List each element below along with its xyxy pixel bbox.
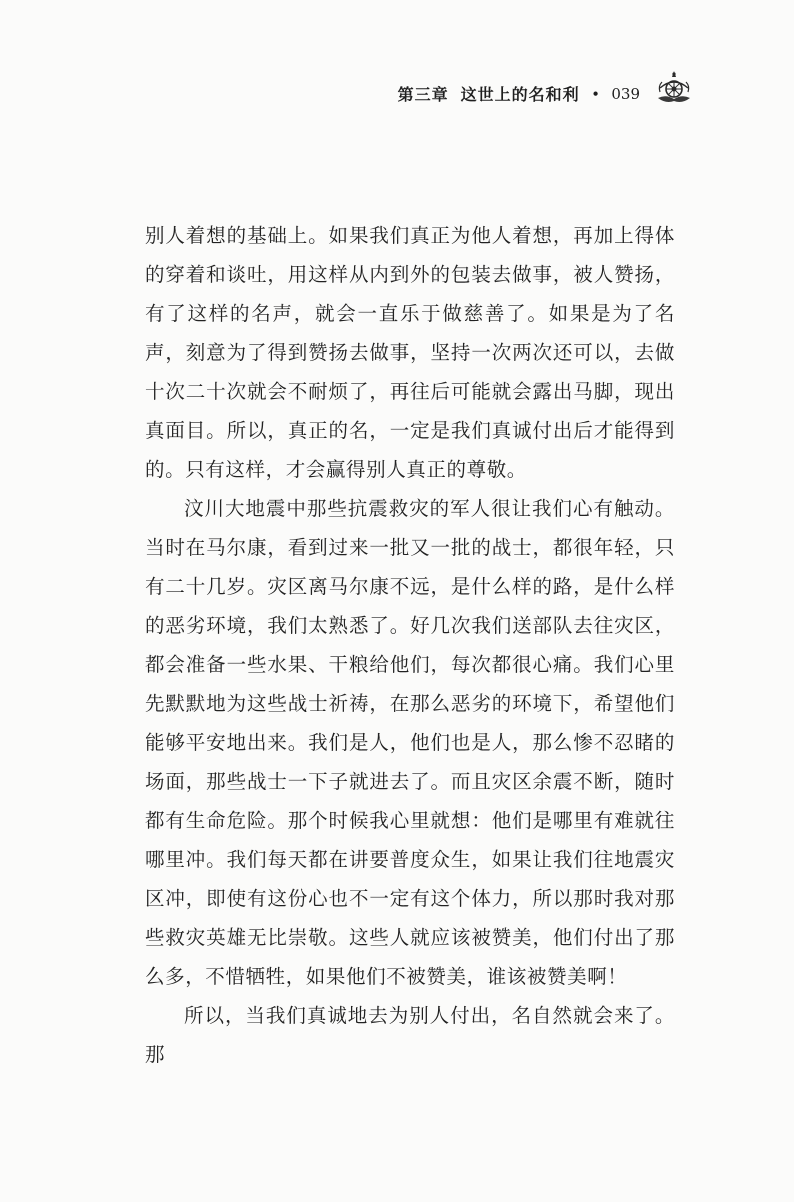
page-number: 039	[611, 84, 640, 103]
body-text	[145, 216, 675, 1074]
header-title: 这世上的名和利	[460, 85, 580, 104]
paragraph-2: 汶川大地震中那些抗震救灾的军人很让我们心有触动。当时在马尔康，看到过来一批又一批的战士，都很年轻，只有二十几岁。灾区离马尔康不远，是什么样的路，是什么样的恶劣环境，我们太熟悉了。好几次我们送部队去往灾区，都会准备一些水果、干粮给他们，每次都很心痛。我们心里先默默地为这些战士祈祷，在那么恶劣的环境下，希望他们能够平安地出来。我们是人，他们也是人，那么惨不忍睹的场面，那些战士一下子就进去了。而且灾区余震不断，随时都有生命危险。那个时候我心里就想：他们是哪里有难就往哪里冲。我们每天都在讲要普度众生，如果让我们往地震灾区冲，即使有这份心也不一定有这个体力，所以那时我对那些救灾英雄无比崇敬。这些人就应该被赞美，他们付出了那么多，不惜牺牲，如果他们不被赞美，谁该被赞美啊！	[145, 497, 675, 988]
header-chapter: 第三章	[397, 85, 449, 104]
running-header	[398, 82, 696, 105]
dharma-wheel-emblem-icon	[654, 68, 694, 108]
header-separator: •	[591, 86, 600, 101]
paragraph-1: 别人着想的基础上。如果我们真正为他人着想，再加上得体的穿着和谈吐，用这样从内到外的包装去做事，被人赞扬，有了这样的名声，就会一直乐于做慈善了。如果是为了名声，刻意为了得到赞扬去做事，坚持一次两次还可以，去做十次二十次就会不耐烦了，再往后可能就会露出马脚，现出真面目。所以，真正的名，一定是我们真诚付出后才能得到的。只有这样，才会赢得别人真正的尊敬。	[145, 224, 675, 481]
paragraph-3: 所以，当我们真诚地去为别人付出，名自然就会来了。那	[145, 1004, 675, 1066]
